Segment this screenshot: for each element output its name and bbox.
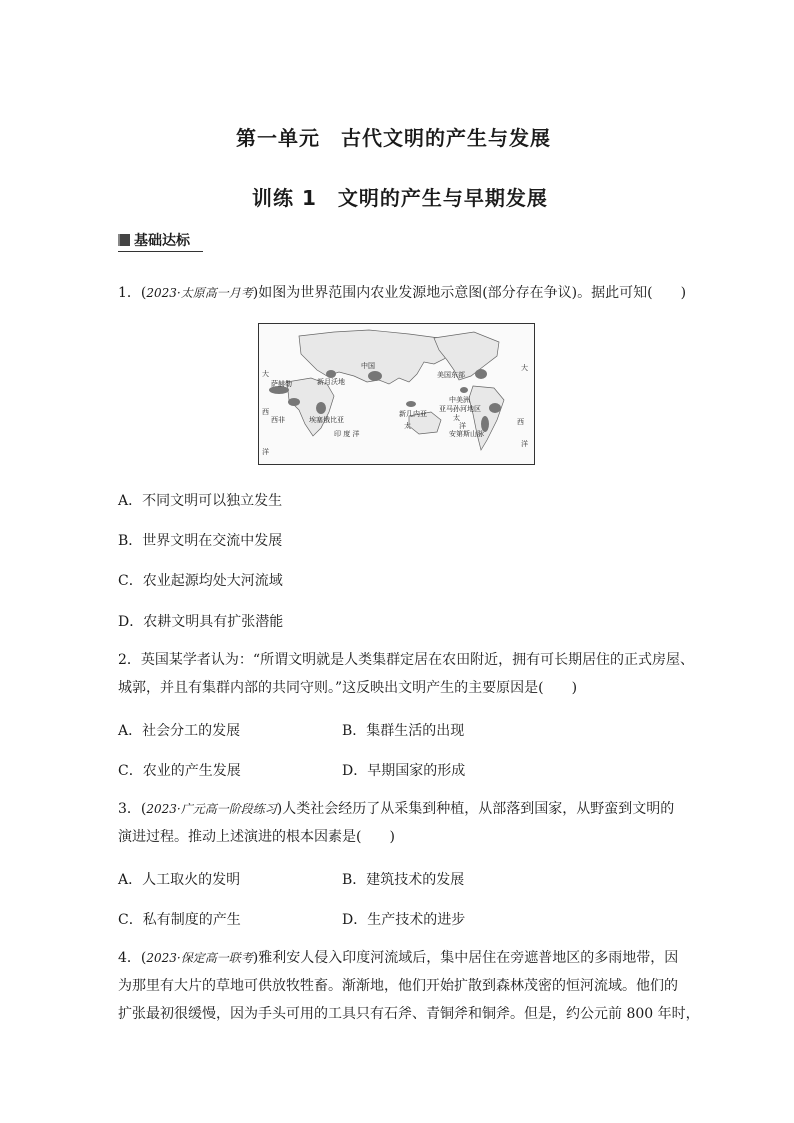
lesson-title: 训练 1 文明的产生与早期发展 <box>252 186 548 210</box>
q2-option-b[interactable]: B．集群生活的出现 <box>342 723 465 739</box>
question-number: 1．( <box>118 285 147 301</box>
map-label: 中美洲 <box>449 396 470 404</box>
origin-fertile-crescent <box>326 370 336 378</box>
map-label: 亚马孙河地区 <box>439 405 481 413</box>
q1-option-b[interactable]: B．世界文明在交流中发展 <box>118 533 283 549</box>
map-label: 中国 <box>361 362 375 370</box>
map-label: 大 <box>521 364 528 372</box>
map-label: 太 <box>404 422 411 430</box>
q1-option-a[interactable]: A．不同文明可以独立发生 <box>118 493 283 509</box>
map-label: 洋 <box>459 422 466 430</box>
origin-ethiopia <box>316 402 326 414</box>
map-label: 印 度 洋 <box>334 430 360 438</box>
world-map-figure <box>259 324 534 464</box>
q1-option-d[interactable]: D．农耕文明具有扩张潜能 <box>118 614 284 630</box>
question-2-line-2: 城郭，并且有集群内部的共同守则。”这反映出文明产生的主要原因是( ) <box>118 680 578 696</box>
question-text: )雅利安人侵入印度河流域后，集中居住在旁遮普地区的多雨地带，因 <box>252 950 679 966</box>
question-4-line-1 <box>118 949 678 967</box>
question-source: 2023·广元高一阶段练习 <box>146 802 277 816</box>
section-underline <box>118 251 203 252</box>
map-label: 新月沃地 <box>317 378 345 386</box>
map-label: 西 <box>262 408 269 416</box>
section-heading <box>118 230 190 250</box>
map-label: 洋 <box>521 440 528 448</box>
question-3-line-1 <box>118 800 674 818</box>
section-label: 基础达标 <box>134 233 190 249</box>
map-label: 大 <box>262 370 269 378</box>
q3-option-b[interactable]: B．建筑技术的发展 <box>342 872 465 888</box>
q2-option-d[interactable]: D．早期国家的形成 <box>342 763 466 779</box>
question-4-line-3: 扩张最初很缓慢，因为手头可用的工具只有石斧、青铜斧和铜斧。但是，约公元前 800 年时， <box>118 1006 700 1022</box>
origin-west-africa <box>288 398 300 406</box>
question-number: 3．( <box>118 801 147 817</box>
q3-option-c[interactable]: C．私有制度的产生 <box>118 912 241 928</box>
origin-eastern-us <box>475 369 487 379</box>
map-label: 西 <box>517 418 524 426</box>
map-label: 新几内亚 <box>399 410 427 418</box>
origin-mesoamerica <box>460 387 468 393</box>
question-3-line-2: 演进过程。推动上述演进的根本因素是( ) <box>118 829 395 845</box>
map-label: 萨赫勒 <box>271 380 292 388</box>
question-source: 2023·太原高一月考 <box>146 286 253 300</box>
map-label: 安第斯山脉 <box>449 430 484 438</box>
q3-option-d[interactable]: D．生产技术的进步 <box>342 912 466 928</box>
section-marker-icon <box>118 234 130 246</box>
q1-option-c[interactable]: C．农业起源均处大河流域 <box>118 573 283 589</box>
question-text: )如图为世界范围内农业发源地示意图(部分存在争议)。据此可知( ) <box>252 285 687 301</box>
map-label: 美国东部 <box>437 371 465 379</box>
origin-china <box>368 371 382 381</box>
q2-option-c[interactable]: C．农业的产生发展 <box>118 763 241 779</box>
map-label: 埃塞俄比亚 <box>309 416 344 424</box>
map-label: 西非 <box>271 416 285 424</box>
question-number: 4．( <box>118 950 147 966</box>
land-africa <box>287 378 334 436</box>
agriculture-origin-map <box>258 323 535 465</box>
question-text: )人类社会经历了从采集到种植，从部落到国家，从野蛮到文明的 <box>276 801 675 817</box>
q2-option-a[interactable]: A．社会分工的发展 <box>118 723 241 739</box>
origin-new-guinea <box>406 401 416 407</box>
map-label: 洋 <box>262 448 269 456</box>
map-label: 太 <box>453 414 460 422</box>
question-1-stem <box>118 284 686 302</box>
question-2-line-1: 2．英国某学者认为：“所谓文明就是人类集群定居在农田附近，拥有可长期居住的正式房屋、 <box>118 652 695 668</box>
origin-amazon <box>489 403 501 413</box>
unit-title: 第一单元 古代文明的产生与发展 <box>236 126 551 150</box>
question-source: 2023·保定高一联考 <box>146 951 253 965</box>
question-4-line-2: 为那里有大片的草地可供放牧牲畜。渐渐地，他们开始扩散到森林茂密的恒河流域。他们的 <box>118 978 678 994</box>
q3-option-a[interactable]: A．人工取火的发明 <box>118 872 241 888</box>
